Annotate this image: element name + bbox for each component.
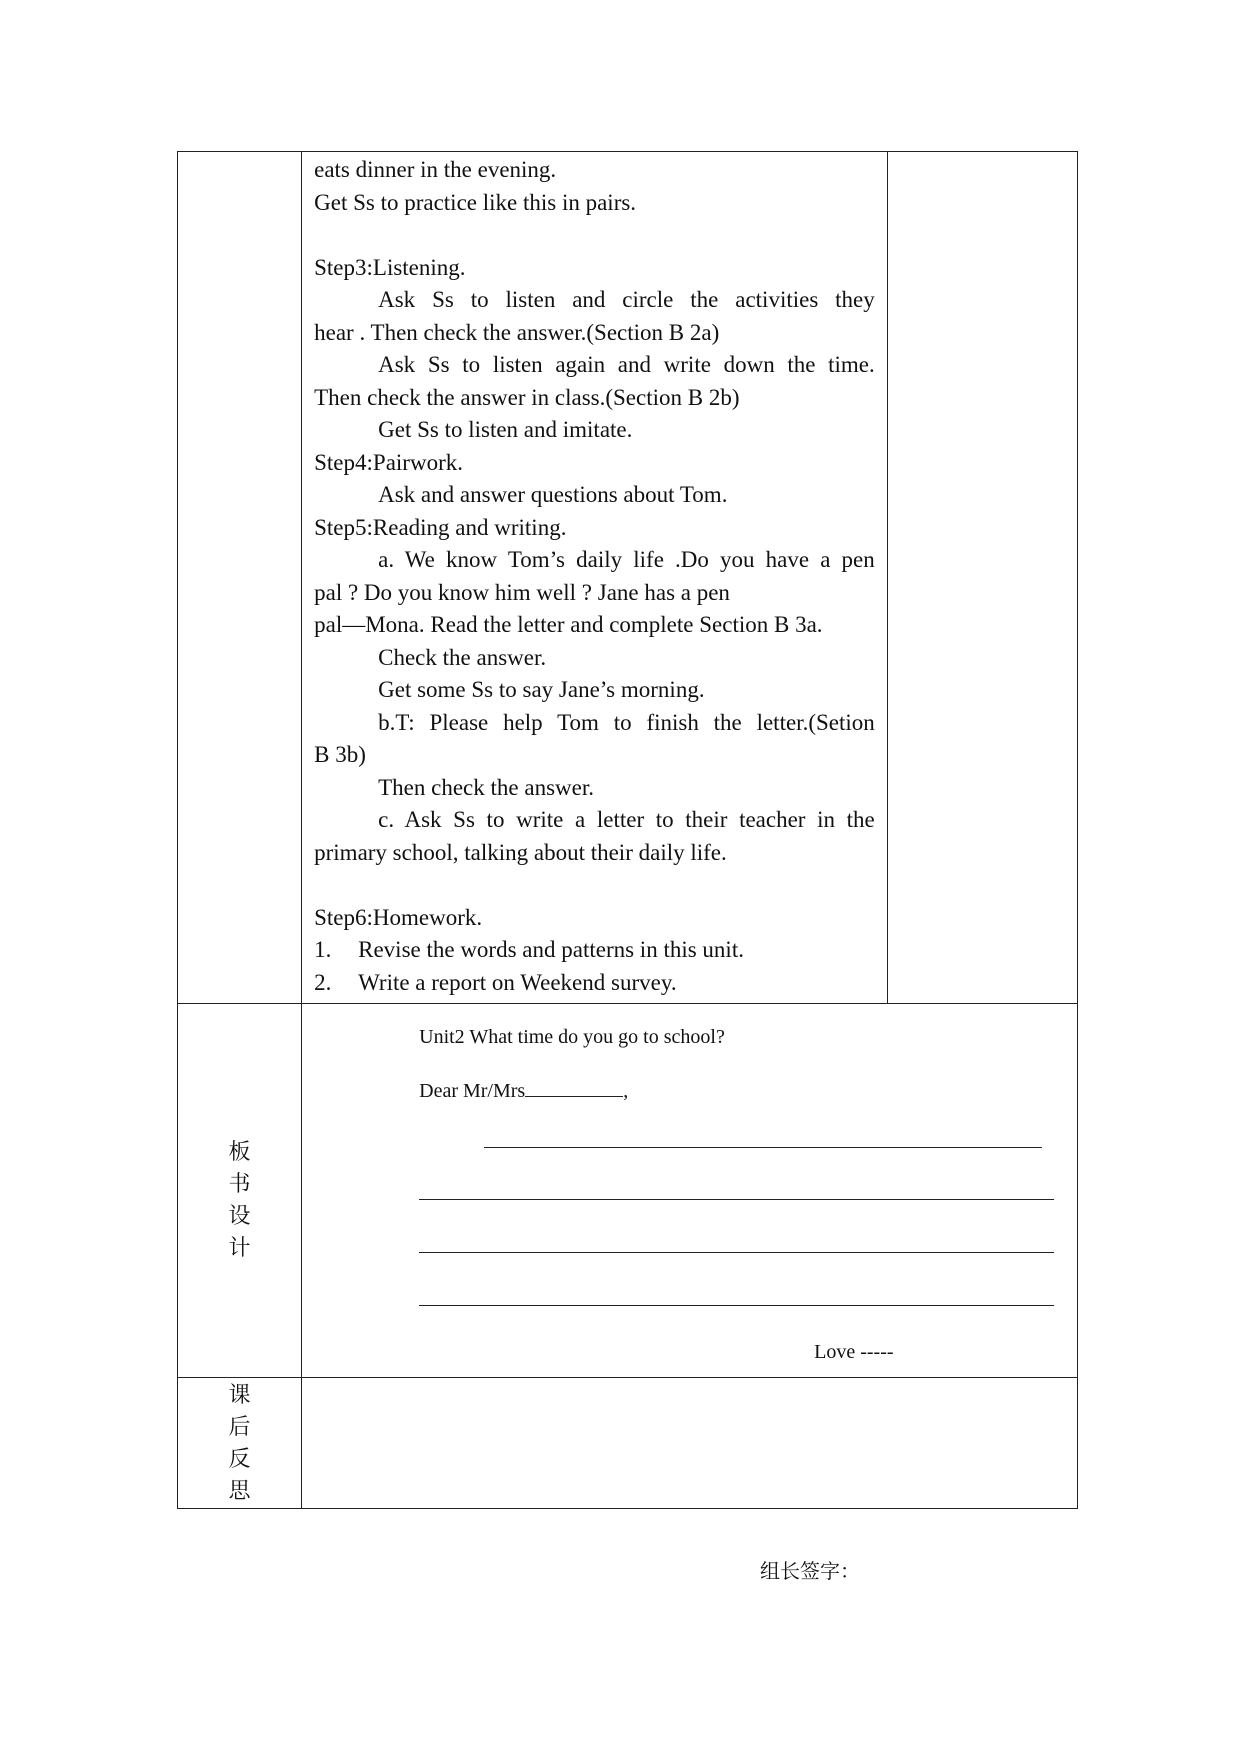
procedure-line: Step6:Homework. (314, 904, 483, 930)
procedure-line: eats dinner in the evening. (314, 157, 557, 182)
reflection-cell (302, 1378, 1078, 1509)
procedure-text (302, 152, 887, 1003)
procedure-row (178, 152, 1078, 1004)
writing-line (419, 1199, 1054, 1200)
procedure-line: Ask and answer questions about Tom. (378, 482, 728, 507)
board-design-label-cell (178, 1004, 302, 1378)
board-design-label: 板 书 设 计 (228, 1140, 251, 1261)
procedure-line: Get Ss to listen and imitate. (378, 417, 633, 442)
homework-number: 1. (314, 937, 332, 962)
procedure-line: hear . Then check the answer.(Section B 2a) (314, 319, 720, 345)
reflection-label-cell (178, 1378, 302, 1509)
writing-line (419, 1305, 1054, 1306)
procedure-line: b.T: Please help Tom to finish the letter.(Setion (378, 709, 875, 735)
homework-text: Write a report on Weekend survey. (358, 969, 677, 995)
board-design-cell (302, 1004, 1078, 1378)
procedure-line: Ask Ss to listen and circle the activities they (378, 287, 875, 312)
procedure-line: Then check the answer in class.(Section B 2b) (314, 384, 740, 410)
reflection-row (178, 1378, 1078, 1509)
procedure-line: primary school, talking about their daily life. (314, 839, 727, 865)
procedure-line: Step5:Reading and writing. (314, 514, 567, 540)
board-title: Unit2 What time do you go to school? (419, 1026, 725, 1048)
homework-number: 2. (314, 969, 332, 995)
letter-greeting: Dear Mr/Mrs , (419, 1080, 629, 1102)
blank-line (314, 869, 875, 902)
procedure-line: Step3:Listening. (314, 254, 466, 280)
procedure-label-cell (178, 152, 302, 1004)
procedure-line: Get some Ss to say Jane’s morning. (378, 677, 705, 702)
board-design-row (178, 1004, 1078, 1378)
name-blank (525, 1078, 623, 1097)
procedure-cell (302, 152, 888, 1004)
procedure-line: c. Ask Ss to write a letter to their teacher in the (378, 807, 875, 832)
homework-item (314, 967, 875, 1000)
procedure-line: Ask Ss to listen again and write down the time. (378, 352, 875, 377)
procedure-line: Get Ss to practice like this in pairs. (314, 189, 637, 215)
procedure-line: Then check the answer. (378, 774, 594, 800)
reflection-label: 课 后 反 思 (228, 1383, 251, 1504)
letter-closing: Love ----- (814, 1341, 894, 1363)
blank-line (314, 219, 875, 252)
board-design-content (302, 1004, 1077, 1377)
procedure-line: Check the answer. (378, 644, 547, 670)
homework-text: Revise the words and patterns in this unit. (358, 937, 744, 962)
homework-item (314, 934, 875, 967)
procedure-notes-cell (887, 152, 1077, 1004)
writing-line (484, 1147, 1042, 1148)
writing-line (419, 1252, 1054, 1253)
procedure-line: a. We know Tom’s daily life .Do you have a pen (378, 547, 875, 572)
procedure-line: B 3b) (314, 742, 366, 767)
procedure-line: Step4:Pairwork. (314, 449, 463, 475)
group-leader-signature-label: 组长签字： (760, 1559, 860, 1583)
procedure-line: pal ? Do you know him well ? Jane has a pen (314, 579, 730, 605)
procedure-line: pal—Mona. Read the letter and complete Section B 3a. (314, 612, 823, 637)
lesson-plan-table (177, 151, 1078, 1509)
